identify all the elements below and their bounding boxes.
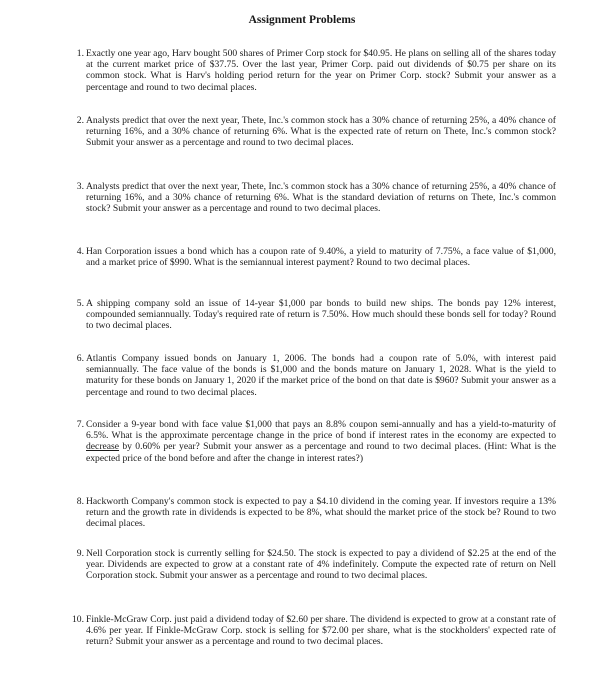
problem-6 (76, 353, 556, 398)
problem-3 (76, 181, 556, 215)
problem-text: A shipping company sold an issue of 14-year $1,000 par bonds to build new ships. The bonds pay 12% interest, compounded semiannually. Today's required rate of return is 7.50%. How much should these bonds sell for today? Round to two decimal places. (86, 298, 556, 332)
problem-number: 7. (76, 419, 84, 430)
problem-number: 8. (76, 496, 84, 507)
problem-5 (76, 298, 556, 332)
underlined-word: decrease (86, 441, 120, 453)
problem-number: 4. (76, 246, 84, 257)
problem-10 (72, 614, 556, 648)
problem-text: Han Corporation issues a bond which has a coupon rate of 9.40%, a yield to maturity of 7.75%, a face value of $1,000, and a market price of $990. What is the semiannual interest payment? Round to two decimal places. (86, 246, 556, 269)
document-title: Assignment Problems (248, 14, 356, 26)
problem-text: Hackworth Company's common stock is expected to pay a $4.10 dividend in the coming year. If investors require a 13% return and the growth rate in dividends is expected to be 8%, what should the market price of the stock be? Round to two decimal places. (86, 496, 556, 530)
problem-text: Analysts predict that over the next year, Thete, Inc.'s common stock has a 30% chance of returning 25%, a 40% chance of returning 16%, and a 30% chance of returning 6%. What is the standard deviation of returns on Thete, Inc.'s common stock? Submit your answer as a percentage and round to two decimal places. (86, 181, 556, 215)
problem-text-part: by 0.60% per year? Submit your answer as a percentage and round to two decimal places. (Hint: What is the expected price of the bond before and after the change in interest rates?) (86, 441, 556, 464)
problem-text: Nell Corporation stock is currently selling for $24.50. The stock is expected to pay a dividend of $2.25 at the end of the year. Dividends are expected to grow at a constant rate of 4% indefinitely. Compute the expected rate of return on Nell Corporation stock. Submit your answer as a percentage and round to two decimal places. (86, 548, 556, 582)
problem-text: Analysts predict that over the next year, Thete, Inc.'s common stock has a 30% chance of returning 25%, a 40% chance of returning 16%, and a 30% chance of returning 6%. What is the expected rate of return on Thete, Inc.'s common stock? Submit your answer as a percentage and round to two decimal places. (86, 115, 556, 149)
problem-text: Atlantis Company issued bonds on January 1, 2006. The bonds had a coupon rate of 5.0%, with interest paid semiannually. The face value of the bonds is $1,000 and the bonds mature on January 1, 2028. What is the yield to maturity for these bonds on January 1, 2020 if the market price of the bond on that date is $960? Submit your answer as a percentage and round to two decimal places. (86, 353, 556, 398)
problem-9 (76, 548, 556, 582)
problem-number: 5. (76, 298, 84, 309)
problem-8 (76, 496, 556, 530)
problem-2 (76, 115, 556, 149)
problem-number: 1. (76, 48, 84, 59)
problem-7 (76, 419, 556, 464)
problem-number: 2. (76, 115, 84, 126)
problem-text (86, 419, 556, 464)
problem-number: 10. (72, 614, 84, 625)
problem-1 (76, 48, 556, 93)
problem-number: 6. (76, 353, 84, 364)
problem-text: Finkle-McGraw Corp. just paid a dividend today of $2.60 per share. The dividend is expected to grow at a constant rate of 4.6% per year. If Finkle-McGraw Corp. stock is selling for $72.00 per share, what is the stockholders' expected rate of return? Submit your answer as a percentage and round to two decimal places. (86, 614, 556, 648)
problem-number: 3. (76, 181, 84, 192)
problem-text: Exactly one year ago, Harv bought 500 shares of Primer Corp stock for $40.95. He plans on selling all of the shares today at the current market price of $37.75. Over the last year, Primer Corp. paid out dividends of $0.75 per share on its common stock. What is Harv's holding period return for the year on Primer Corp. stock? Submit your answer as a percentage and round to two decimal places. (86, 48, 556, 93)
problem-text-part: Consider a 9-year bond with face value $1,000 that pays an 8.8% coupon semi-annually and has a yield-to-maturity of 6.5%. What is the approximate percentage change in the price of bond if interest rates in the economy are expected to (86, 419, 556, 442)
problem-number: 9. (76, 548, 84, 559)
problem-4 (76, 246, 556, 269)
